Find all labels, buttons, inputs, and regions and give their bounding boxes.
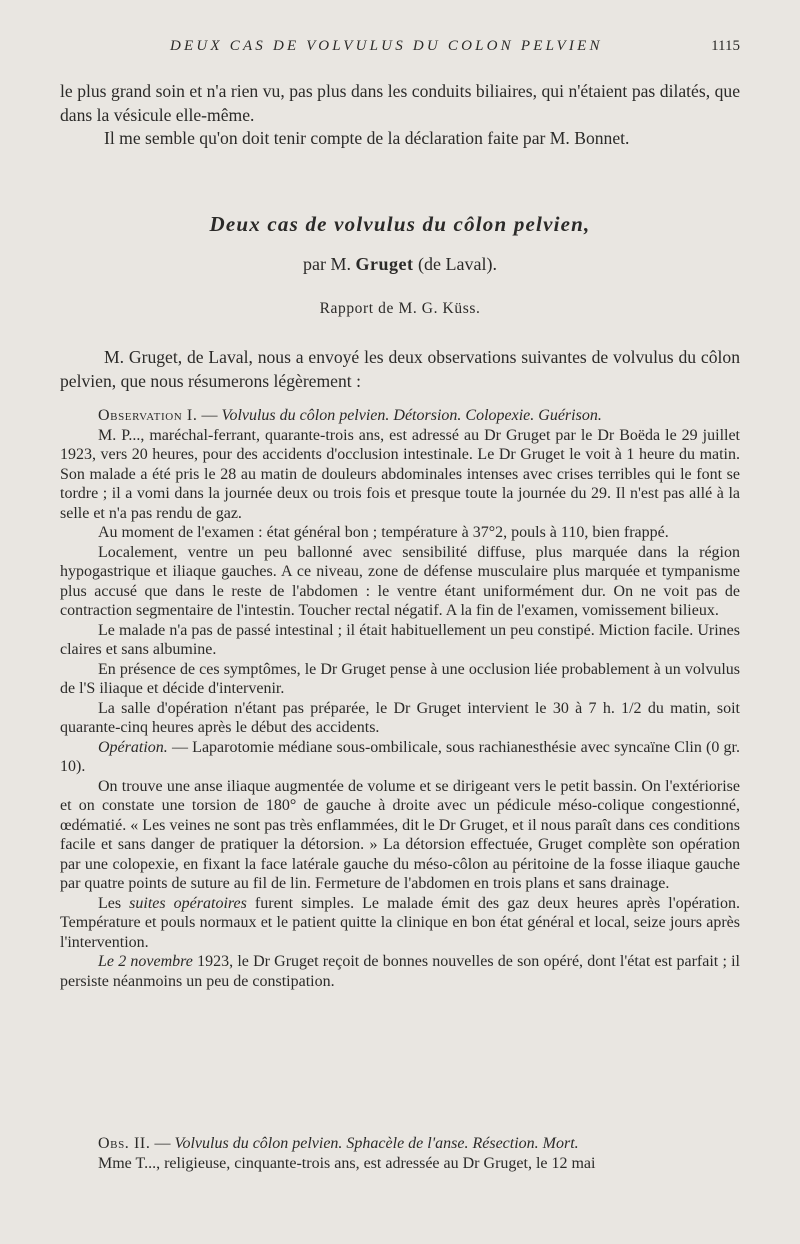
running-title: DEUX CAS DE VOLVULUS DU COLON PELVIEN: [170, 38, 603, 54]
byline-prefix: par M.: [303, 254, 352, 274]
suites-text: furent simples. Le malade émit des gaz deux heures après l'opération. Température et pouls normaux et le patient quitte la clinique en bon état général et local, seize jours après l'intervention.: [60, 894, 741, 951]
obs1-paragraph: Au moment de l'examen : état général bon ; température à 37°2, pouls à 110, bien frappé.: [98, 524, 669, 541]
obs2-paragraph: Mme T..., religieuse, cinquante-trois ans, est adressée au Dr Gruget, le 12 mai: [98, 1154, 596, 1172]
rapport-line: Rapport de M. G. Küss.: [319, 300, 481, 317]
operation-text: — Laparotomie médiane sous-ombilicale, sous rachianesthésie avec syncaïne Clin (0 gr. 10).: [60, 738, 740, 775]
observation-2: [60, 1134, 740, 1173]
suites-italic: suites opératoires: [129, 894, 247, 912]
obs1-label: Observation I.: [98, 407, 198, 424]
article-title: Deux cas de volvulus du côlon pelvien,: [209, 212, 591, 236]
obs1-paragraph: La salle d'opération n'étant pas préparée, le Dr Gruget intervient le 30 à 7 h. 1/2 du matin, soit quarante-cinq heures après le début des accidents.: [60, 699, 740, 736]
obs2-heading: [60, 1134, 740, 1154]
operation-label: Opération.: [98, 738, 168, 756]
obs1-heading: [60, 406, 740, 426]
obs1-paragraph: On trouve une anse iliaque augmentée de volume et se dirigeant vers le petit bassin. On l'extériorise et on constate une torsion de 180° de gauche à droite avec un pédicule méso-colique congestionné, œdématié. « Les veines ne sont pas très enflammées, dit le Dr Gruget, et il nous paraît dans ces conditions facile et sans danger de pratiquer la détorsion. » La détorsion effectuée, Gruget complète son opération par une colopexie, en fixant la face latérale gauche du méso-côlon au péritoine de la fosse iliaque gauche par quatre points de suture au fil de lin. Fermeture de l'abdomen en trois plans et sans drainage.: [60, 777, 740, 892]
byline-suffix: (de Laval).: [418, 254, 497, 274]
byline-author: Gruget: [355, 254, 414, 274]
obs1-followup: [60, 952, 740, 991]
article-byline: [60, 254, 740, 275]
obs1-paragraph: M. P..., maréchal-ferrant, quarante-trois ans, est adressé au Dr Gruget par le Dr Boëda le 29 juillet 1923, vers 20 heures, pour des accidents d'occlusion intestinale. Le Dr Gruget le voit à 1 heure du matin. Son malade a été pris le 28 au matin de douleurs abdominales intenses avec crises terribles qui le font se tordre ; il a vomi dans la journée deux ou trois fois et presque toute la journée du 29. Il n'est pas allé à la selle et n'a pas rendu de gaz.: [60, 426, 740, 522]
page-number: 1115: [711, 38, 740, 54]
obs1-paragraph: Localement, ventre un peu ballonné avec sensibilité diffuse, plus marquée dans la région hypogastrique et iliaque gauches. A ce niveau, zone de défense musculaire plus marquée et tympanisme plus accusé que dans le reste de l'abdomen : le ventre étant uniformément dur. On ne voit pas de contraction segmentaire de l'intestin. Toucher rectal négatif. A la fin de l'examen, vomissement bilieux.: [60, 543, 740, 619]
lead-paragraph: M. Gruget, de Laval, nous a envoyé les deux observations suivantes de volvulus du côlon pelvien, que nous résumerons légèrement :: [60, 347, 740, 391]
followup-text: 1923, le Dr Gruget reçoit de bonnes nouvelles de son opéré, dont l'état est parfait ; il persiste néanmoins un peu de constipation.: [60, 953, 740, 990]
observation-1: [60, 406, 740, 991]
obs1-operation: [60, 738, 740, 777]
obs1-suites: [60, 894, 740, 953]
suites-prefix: Les: [98, 894, 130, 912]
obs1-subtitle: Volvulus du côlon pelvien. Détorsion. Colopexie. Guérison.: [221, 407, 602, 424]
obs1-paragraph: En présence de ces symptômes, le Dr Gruget pense à une occlusion liée probablement à un volvulus de l'S iliaque et décide d'intervenir.: [60, 660, 740, 697]
obs1-paragraph: Le malade n'a pas de passé intestinal ; il était habituellement un peu constipé. Miction facile. Urines claires et sans albumine.: [60, 621, 740, 658]
obs2-dash: —: [150, 1135, 175, 1152]
followup-date: Le 2 novembre: [98, 953, 193, 970]
intro-paragraph-2: Il me semble qu'on doit tenir compte de la déclaration faite par M. Bonnet.: [104, 128, 630, 148]
obs1-dash: —: [197, 407, 222, 424]
intro-paragraph-1: le plus grand soin et n'a rien vu, pas plus dans les conduits biliaires, qui n'étaient pas dilatés, que dans la vésicule elle-même.: [60, 81, 740, 125]
lead-text: [60, 346, 740, 393]
intro-text: [60, 80, 740, 151]
obs2-label: Obs. II.: [98, 1135, 151, 1152]
obs2-subtitle: Volvulus du côlon pelvien. Sphacèle de l'anse. Résection. Mort.: [174, 1135, 579, 1152]
